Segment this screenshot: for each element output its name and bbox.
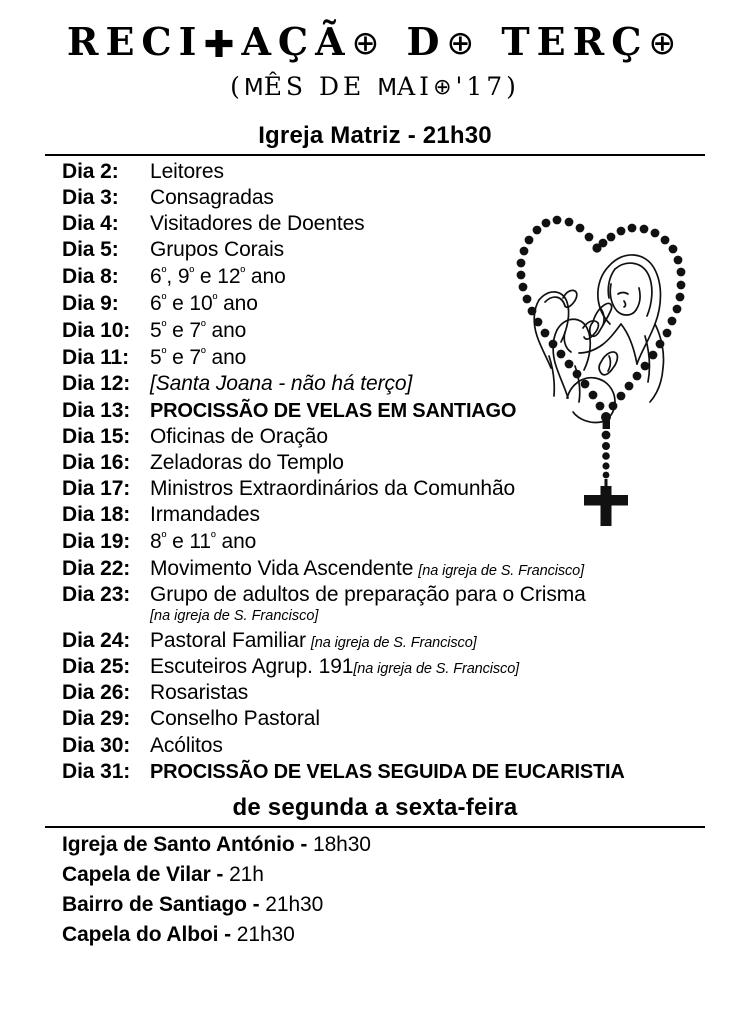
schedule-day-text: Oficinas de Oração — [150, 424, 328, 448]
schedule-entry — [150, 478, 515, 499]
schedule-row — [0, 426, 750, 447]
ordinal-marker: º — [201, 318, 206, 334]
ordinal-marker: º — [161, 291, 167, 307]
ordinal-marker: º — [240, 264, 246, 280]
schedule-entry — [150, 656, 519, 677]
schedule-day-label: Dia 5: — [62, 238, 119, 262]
subtitle-m-2: M — [377, 74, 398, 101]
schedule-day-label: Dia 30: — [62, 733, 131, 757]
schedule-row — [0, 239, 750, 260]
schedule-day-label: Dia 15: — [62, 424, 131, 448]
schedule-row — [0, 584, 750, 605]
schedule-day-text: Escuteiros Agrup. 191 — [150, 655, 354, 679]
subtitle-segment-c: '17) — [455, 71, 520, 101]
schedule-row — [0, 478, 750, 499]
venue-time: 21h30 — [236, 922, 295, 946]
ordinal-marker: º — [161, 345, 167, 361]
schedule-row — [0, 293, 750, 315]
schedule-day-text: $6^º$, $9^º$ e $12^º$ ano — [150, 264, 286, 289]
schedule-day-label: Dia 10: — [62, 319, 131, 343]
subtitle-m-1: M — [243, 74, 264, 101]
venue-row — [62, 834, 750, 855]
page-title — [0, 19, 750, 66]
schedule-location-note: [na igreja de S. Francisco] — [353, 661, 520, 678]
schedule-day-text: $6^º$ e $10^º$ ano — [150, 291, 258, 316]
schedule-entry — [150, 452, 344, 473]
schedule-entry — [150, 401, 516, 421]
schedule-day-text: [Santa Joana - não há terço] — [150, 372, 413, 396]
title-segment-a: RECI — [66, 19, 204, 64]
page-subtitle — [0, 72, 750, 101]
crossed-circle-icon-1: ⊕ — [351, 23, 387, 62]
crossed-circle-icon-3: ⊕ — [648, 23, 684, 62]
schedule-row — [0, 656, 750, 677]
venue-name: Capela de Vilar - — [62, 862, 224, 886]
weekday-venue-list — [0, 828, 750, 945]
venue-name: Bairro de Santiago - — [62, 892, 260, 916]
schedule-day-text: Acólitos — [150, 733, 223, 757]
schedule-entry — [150, 373, 412, 394]
subtitle-segment-b: AI — [397, 71, 434, 101]
schedule-entry — [150, 426, 328, 447]
venue-time: 21h30 — [265, 892, 324, 916]
ordinal-marker: º — [161, 318, 167, 334]
schedule-location-note: [na igreja de S. Francisco] — [418, 562, 585, 579]
schedule-day-text: Irmandades — [150, 503, 260, 527]
schedule-entry — [150, 584, 586, 605]
subtitle-open-paren: ( — [230, 71, 244, 101]
schedule-day-label: Dia 19: — [62, 530, 131, 554]
weekday-section-heading: de segunda a sexta-feira — [232, 793, 518, 821]
schedule-row — [0, 161, 750, 182]
title-segment-b: AÇÃ — [241, 19, 352, 64]
schedule-day-label: Dia 11: — [62, 346, 130, 370]
schedule-day-label: Dia 4: — [62, 212, 119, 236]
schedule-day-text: Consagradas — [150, 186, 274, 210]
schedule-row — [0, 558, 750, 579]
schedule-day-label: Dia 24: — [62, 628, 131, 652]
schedule-day-text: $8^º$ e $11^º$ ano — [150, 529, 257, 554]
schedule-day-label: Dia 29: — [62, 707, 131, 731]
ordinal-marker: º — [161, 264, 167, 280]
schedule-row — [0, 761, 750, 782]
schedule-day-text: Grupo de adultos de preparação para o Crisma — [150, 582, 586, 606]
schedule-row — [0, 682, 750, 703]
schedule-day-text: Visitadores de Doentes — [150, 212, 365, 236]
schedule-row — [0, 630, 750, 651]
schedule-day-label: Dia 18: — [62, 503, 131, 527]
schedule-day-text: $5^º$ e $7^º$ ano — [150, 318, 247, 343]
schedule-entry — [150, 213, 365, 234]
ordinal-marker: º — [189, 264, 195, 280]
venue-name: Capela do Alboi - — [62, 922, 232, 946]
schedule-day-label: Dia 23: — [62, 582, 131, 606]
matriz-section-heading: Igreja Matriz - 21h30 — [258, 121, 492, 149]
schedule-row — [0, 708, 750, 729]
schedule-day-label: Dia 31: — [62, 759, 131, 783]
schedule-day-label: Dia 13: — [62, 398, 131, 422]
schedule-day-text: Zeladoras do Templo — [150, 451, 344, 475]
schedule-day-text: Rosaristas — [150, 681, 249, 705]
ordinal-marker: º — [161, 529, 167, 545]
schedule-day-label: Dia 25: — [62, 655, 131, 679]
schedule-row — [0, 735, 750, 756]
schedule-day-label: Dia 26: — [62, 681, 131, 705]
schedule-row — [0, 373, 750, 394]
schedule-day-label: Dia 22: — [62, 556, 131, 580]
schedule-entry — [150, 735, 223, 756]
schedule-day-label: Dia 16: — [62, 451, 131, 475]
schedule-entry — [150, 161, 224, 182]
schedule-location-note-line: [na igreja de S. Francisco] — [150, 607, 319, 624]
schedule-entry — [150, 293, 258, 315]
ordinal-marker: º — [201, 345, 206, 361]
schedule-day-text: $5^º$ e $7^º$ ano — [150, 345, 247, 370]
schedule-row — [0, 266, 750, 288]
schedule-day-label: Dia 17: — [62, 477, 131, 501]
schedule-entry — [150, 266, 286, 288]
schedule-entry — [150, 708, 320, 729]
schedule-day-label: Dia 9: — [62, 292, 119, 316]
title-segment-d: TER — [481, 19, 612, 64]
poster-title-block — [0, 0, 750, 101]
crossed-circle-icon-2: ⊕ — [446, 23, 482, 62]
schedule-day-text: Conselho Pastoral — [150, 707, 320, 731]
schedule-day-text: Pastoral Familiar — [150, 628, 306, 652]
schedule-day-label: Dia 3: — [62, 186, 119, 210]
schedule-day-text: Grupos Corais — [150, 238, 285, 262]
venue-row — [62, 924, 750, 945]
subtitle-segment-a: ÊS DE — [263, 71, 378, 101]
schedule-day-label: Dia 8: — [62, 265, 119, 289]
schedule-entry — [150, 630, 477, 651]
venue-time: 21h — [229, 862, 264, 886]
schedule-entry — [150, 558, 584, 579]
schedule-entry — [150, 762, 625, 782]
schedule-day-text: Movimento Vida Ascendente — [150, 556, 414, 580]
venue-row — [62, 894, 750, 915]
schedule-entry — [150, 320, 246, 342]
matriz-schedule-list — [0, 156, 750, 782]
schedule-day-text: Leitores — [150, 159, 224, 183]
schedule-entry — [150, 504, 260, 525]
schedule-location-note: [na igreja de S. Francisco] — [310, 634, 477, 651]
schedule-row — [0, 187, 750, 208]
schedule-day-text: PROCISSÃO DE VELAS SEGUIDA DE EUCARISTIA — [150, 760, 625, 783]
venue-row — [62, 864, 750, 885]
schedule-row — [0, 531, 750, 553]
ordinal-marker: º — [212, 291, 218, 307]
schedule-row — [0, 452, 750, 473]
title-segment-c: D — [386, 19, 447, 64]
venue-time: 18h30 — [312, 832, 371, 856]
schedule-row — [0, 320, 750, 342]
schedule-row — [0, 504, 750, 525]
schedule-entry — [150, 187, 274, 208]
schedule-day-label: Dia 2: — [62, 159, 119, 183]
ordinal-marker: º — [211, 529, 216, 545]
cross-t-icon: ✚ — [203, 23, 242, 66]
schedule-row — [0, 213, 750, 234]
schedule-row — [0, 400, 750, 421]
venue-name: Igreja de Santo António - — [62, 832, 308, 856]
schedule-day-label: Dia 12: — [62, 372, 131, 396]
schedule-day-text: Ministros Extraordinários da Comunhão — [150, 477, 516, 501]
schedule-day-text: PROCISSÃO DE VELAS EM SANTIAGO — [150, 399, 517, 422]
title-segment-e: Ç — [611, 19, 649, 64]
schedule-row — [0, 347, 750, 369]
schedule-entry — [150, 531, 256, 553]
schedule-entry — [150, 239, 284, 260]
crossed-circle-icon-4: ⊕ — [433, 74, 456, 100]
schedule-entry — [150, 347, 246, 369]
schedule-entry — [150, 682, 248, 703]
